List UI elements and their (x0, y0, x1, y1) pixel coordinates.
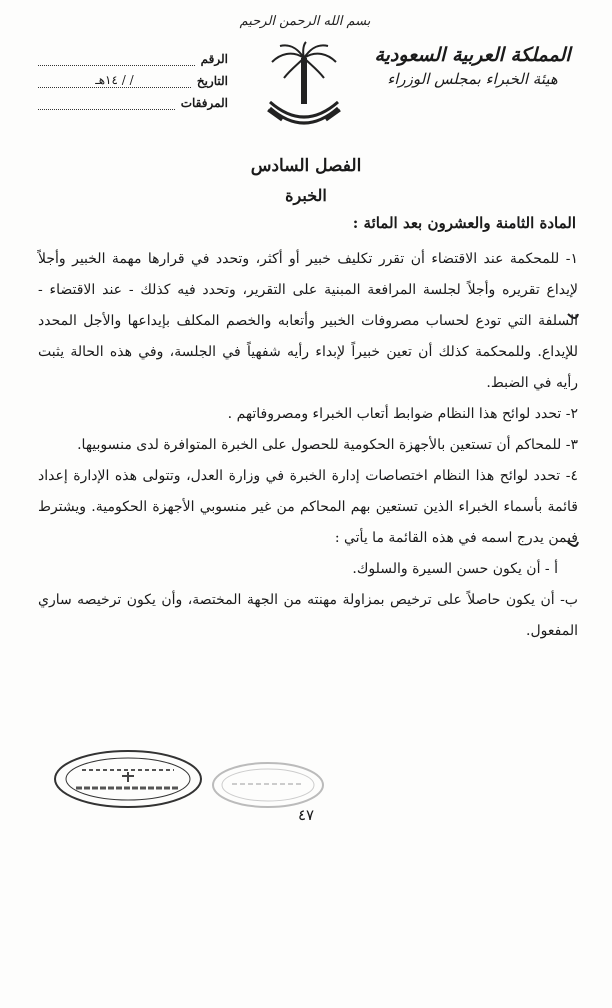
paragraph-2: ٢- تحدد لوائح هذا النظام ضوابط أتعاب الخبراء ومصروفاتهم . (227, 406, 578, 422)
date-label: التاريخ (196, 74, 228, 88)
paragraph-4: ٤- تحدد لوائح هذا النظام اختصاصات إدارة الخبرة في وزارة العدل، وتتولى هذه الإدارة إعداد قائمة بأسماء الخبراء الذين تستعين بهم المحاكم من غير منسوبي الأجهزة الحكومية. ويشترط فيمن يدرج اسمه في هذه القائمة ما يأتي : (38, 468, 578, 546)
number-line (38, 53, 195, 66)
number-row (38, 44, 228, 66)
paragraph-1: ١- للمحكمة عند الاقتضاء أن تقرر تكليف خبير أو أكثر، وتحدد في قرارها مهمة الخبير وأجلاً لإيداع تقريره وأجلاً لجلسة المرافعة المبنية على التقرير، وتحدد فيه كذلك - عند الاقتضاء - السلفة التي تودع لحساب مصروفات الخبير وأتعابه والخصم المكلف بإيداعها والأجل المحدد للإيداع. وللمحكمة كذلك أن تعين خبيراً لإبداء رأيه شفهياً في الجلسة، وفي هذه الحالة يثبت رأيه في الضبط. (38, 251, 578, 391)
date-row (38, 66, 228, 88)
margin-mark-icon (566, 312, 580, 322)
chapter-title: الفصل السادس (250, 156, 362, 176)
page-number: ٤٧ (297, 806, 315, 824)
attachments-line (38, 97, 175, 110)
date-value: / / ١٤هـ (38, 73, 191, 88)
condition-b: ب- أن يكون حاصلاً على ترخيص بمزاولة مهنته من الجهة المختصة، وأن يكون ترخيصه ساري المفعول. (38, 592, 578, 639)
org-line2: هيئة الخبراء بمجلس الوزراء (387, 70, 558, 88)
issuer-block (365, 44, 580, 88)
reference-fields (38, 44, 228, 110)
faint-seal-stamp-icon (210, 760, 326, 810)
article-title: المادة الثامنة والعشرون بعد المائة : (352, 214, 576, 232)
saudi-emblem-icon (262, 40, 346, 130)
number-label: الرقم (200, 52, 228, 66)
attachments-row (38, 88, 228, 110)
article-body (38, 244, 578, 647)
attachments-label: المرفقات (180, 96, 228, 110)
org-line1: المملكة العربية السعودية (374, 44, 571, 66)
margin-mark-icon (566, 540, 580, 550)
paragraph-3: ٣- للمحاكم أن تستعين بالأجهزة الحكومية للحصول على الخبرة المتوافرة لدى منسوبيها. (77, 437, 578, 453)
official-seal-stamp-icon (52, 748, 204, 810)
basmala: بسم الله الرحمن الرحيم (239, 14, 371, 29)
section-title: الخبرة (285, 186, 327, 205)
condition-a: أ - أن يكون حسن السيرة والسلوك. (352, 561, 558, 577)
